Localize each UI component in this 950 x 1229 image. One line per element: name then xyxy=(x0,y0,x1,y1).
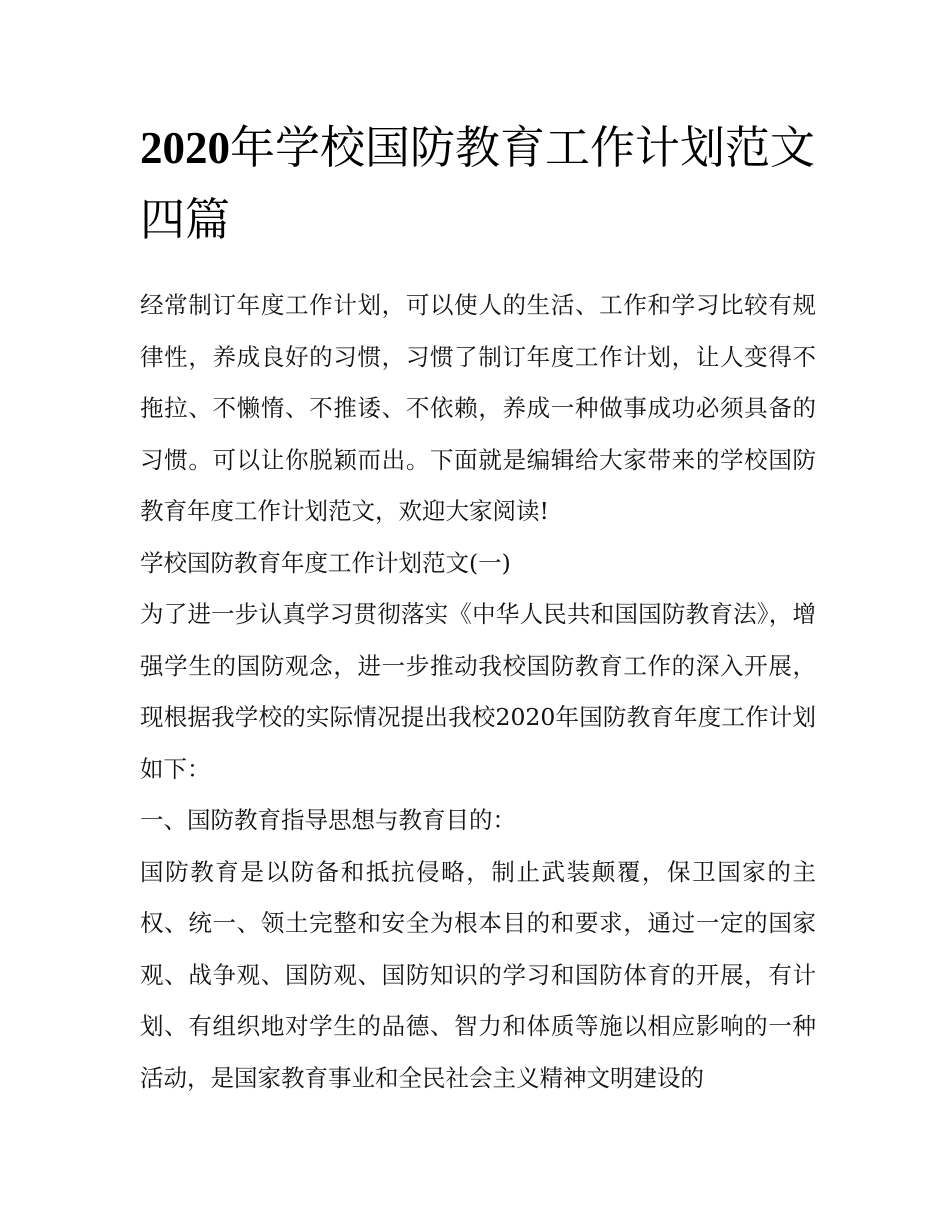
title-text: 年学校国防教育工作计划范文四篇 xyxy=(140,121,816,246)
title-year: 2020 xyxy=(140,123,230,173)
document-page xyxy=(140,112,816,1104)
document-body xyxy=(140,280,816,1104)
subsection-heading: 一、国防教育指导思想与教育目的： xyxy=(140,806,516,834)
document-title xyxy=(140,112,816,256)
definition-paragraph: 国防教育是以防备和抵抗侵略，制止武装颠覆，保卫国家的主权、统一、领土完整和安全为根本目的和要求，通过一定的国家观、战争观、国防观、国防知识的学习和国防体育的开展，有计划、有组织地对学生的品德、智力和体质等施以相应影响的一种活动，是国家教育事业和全民社会主义精神文明建设的 xyxy=(140,857,816,1092)
intro-paragraph: 经常制订年度工作计划，可以使人的生活、工作和学习比较有规律性，养成良好的习惯，习惯了制订年度工作计划，让人变得不拖拉、不懒惰、不推诿、不依赖，养成一种做事成功必须具备的习惯。可以让你脱颖而出。下面就是编辑给大家带来的学校国防教育年度工作计划范文，欢迎大家阅读! xyxy=(140,291,816,525)
section-heading: 学校国防教育年度工作计划范文(一) xyxy=(140,548,511,577)
purpose-paragraph: 为了进一步认真学习贯彻落实《中华人民共和国国防教育法》，增强学生的国防观念，进一步推动我校国防教育工作的深入开展，现根据我学校的实际情况提出我校2020年国防教育年度工作计划如下： xyxy=(140,600,816,783)
